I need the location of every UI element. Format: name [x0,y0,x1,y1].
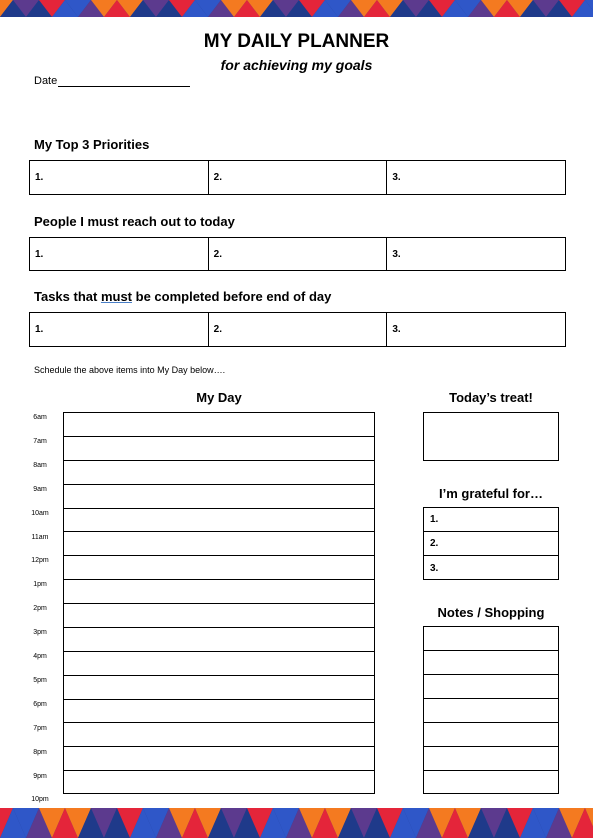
tasks-heading-pre: Tasks that [34,289,101,304]
time-label: 7pm [33,724,47,732]
time-label: 9am [33,485,47,493]
priorities-heading: My Top 3 Priorities [34,137,150,152]
time-label: 1pm [33,581,47,589]
date-label: Date [34,75,58,87]
time-label: 3pm [33,629,47,637]
my-day-heading: My Day [196,390,242,405]
treat-box[interactable] [423,412,559,461]
people-cell-2[interactable]: 2. [209,238,388,270]
schedule-slot[interactable] [64,485,374,509]
time-label: 6am [33,414,47,421]
time-label: 7am [33,437,47,445]
notes-heading: Notes / Shopping [437,605,545,620]
people-heading: People I must reach out to today [34,214,235,229]
schedule-slot[interactable] [64,509,374,533]
time-label: 6pm [33,700,47,708]
priority-cell-3[interactable]: 3. [392,172,401,183]
time-label: 11am [31,533,49,541]
schedule-slot[interactable] [64,747,374,771]
grateful-item-3[interactable]: 3. [430,562,439,574]
triangle-pattern [0,808,593,838]
task-cell-1[interactable]: 1. [30,313,209,346]
time-label: 9pm [33,772,47,780]
date-field[interactable] [34,75,190,87]
time-label: 8pm [33,748,47,756]
top-decorative-band [0,0,593,17]
tasks-heading-emphasis: must [100,289,133,304]
schedule-slot[interactable] [64,461,374,485]
time-label: 8am [33,461,47,469]
time-label: 12pm [31,557,49,565]
tasks-heading [34,289,331,304]
priority-cell-1[interactable]: 1. [30,161,209,194]
schedule-slot[interactable] [64,652,374,676]
priority-cell-2[interactable]: 2. [209,161,388,194]
schedule-slot[interactable] [64,437,374,461]
time-label: 4pm [33,653,47,660]
notes-grid [423,626,559,794]
grateful-heading: I’m grateful for… [438,486,543,501]
tasks-heading-post: be completed before end of day [132,289,332,304]
time-label: 2pm [33,605,47,613]
notes-line[interactable] [424,771,558,795]
treat-heading: Today’s treat! [449,390,533,405]
schedule-slot[interactable] [64,771,374,795]
notes-line[interactable] [424,675,558,699]
priorities-row [29,160,566,195]
schedule-slot[interactable] [64,604,374,628]
schedule-note: Schedule the above items into My Day below…. [34,365,226,375]
schedule-slot[interactable] [64,700,374,724]
time-label: 10pm [31,796,49,804]
people-cell-3[interactable]: 3. [392,248,401,260]
page-subtitle: for achieving my goals [220,57,373,73]
people-cell-1[interactable]: 1. [30,238,209,270]
my-day-grid [63,412,375,794]
schedule-slot[interactable] [64,723,374,747]
schedule-slot[interactable] [64,580,374,604]
tasks-row [29,312,566,347]
triangle-pattern [0,0,593,17]
schedule-slot[interactable] [64,413,374,437]
schedule-slot[interactable] [64,676,374,700]
bottom-decorative-band [0,808,593,838]
date-line[interactable] [58,75,190,87]
schedule-slot[interactable] [64,556,374,580]
task-cell-3[interactable]: 3. [392,324,401,335]
people-row [29,237,566,271]
notes-line[interactable] [424,627,558,651]
notes-line[interactable] [424,747,558,771]
notes-line[interactable] [424,651,558,675]
grateful-list [423,507,559,580]
notes-line[interactable] [424,723,558,747]
schedule-slot[interactable] [64,532,374,556]
task-cell-2[interactable]: 2. [209,313,388,346]
grateful-item-2[interactable]: 2. [424,532,558,556]
schedule-slot[interactable] [64,628,374,652]
time-label: 5pm [33,676,47,684]
time-label: 10am [31,509,49,517]
notes-line[interactable] [424,699,558,723]
grateful-item-1[interactable]: 1. [424,508,558,532]
page-title: MY DAILY PLANNER [203,31,390,52]
